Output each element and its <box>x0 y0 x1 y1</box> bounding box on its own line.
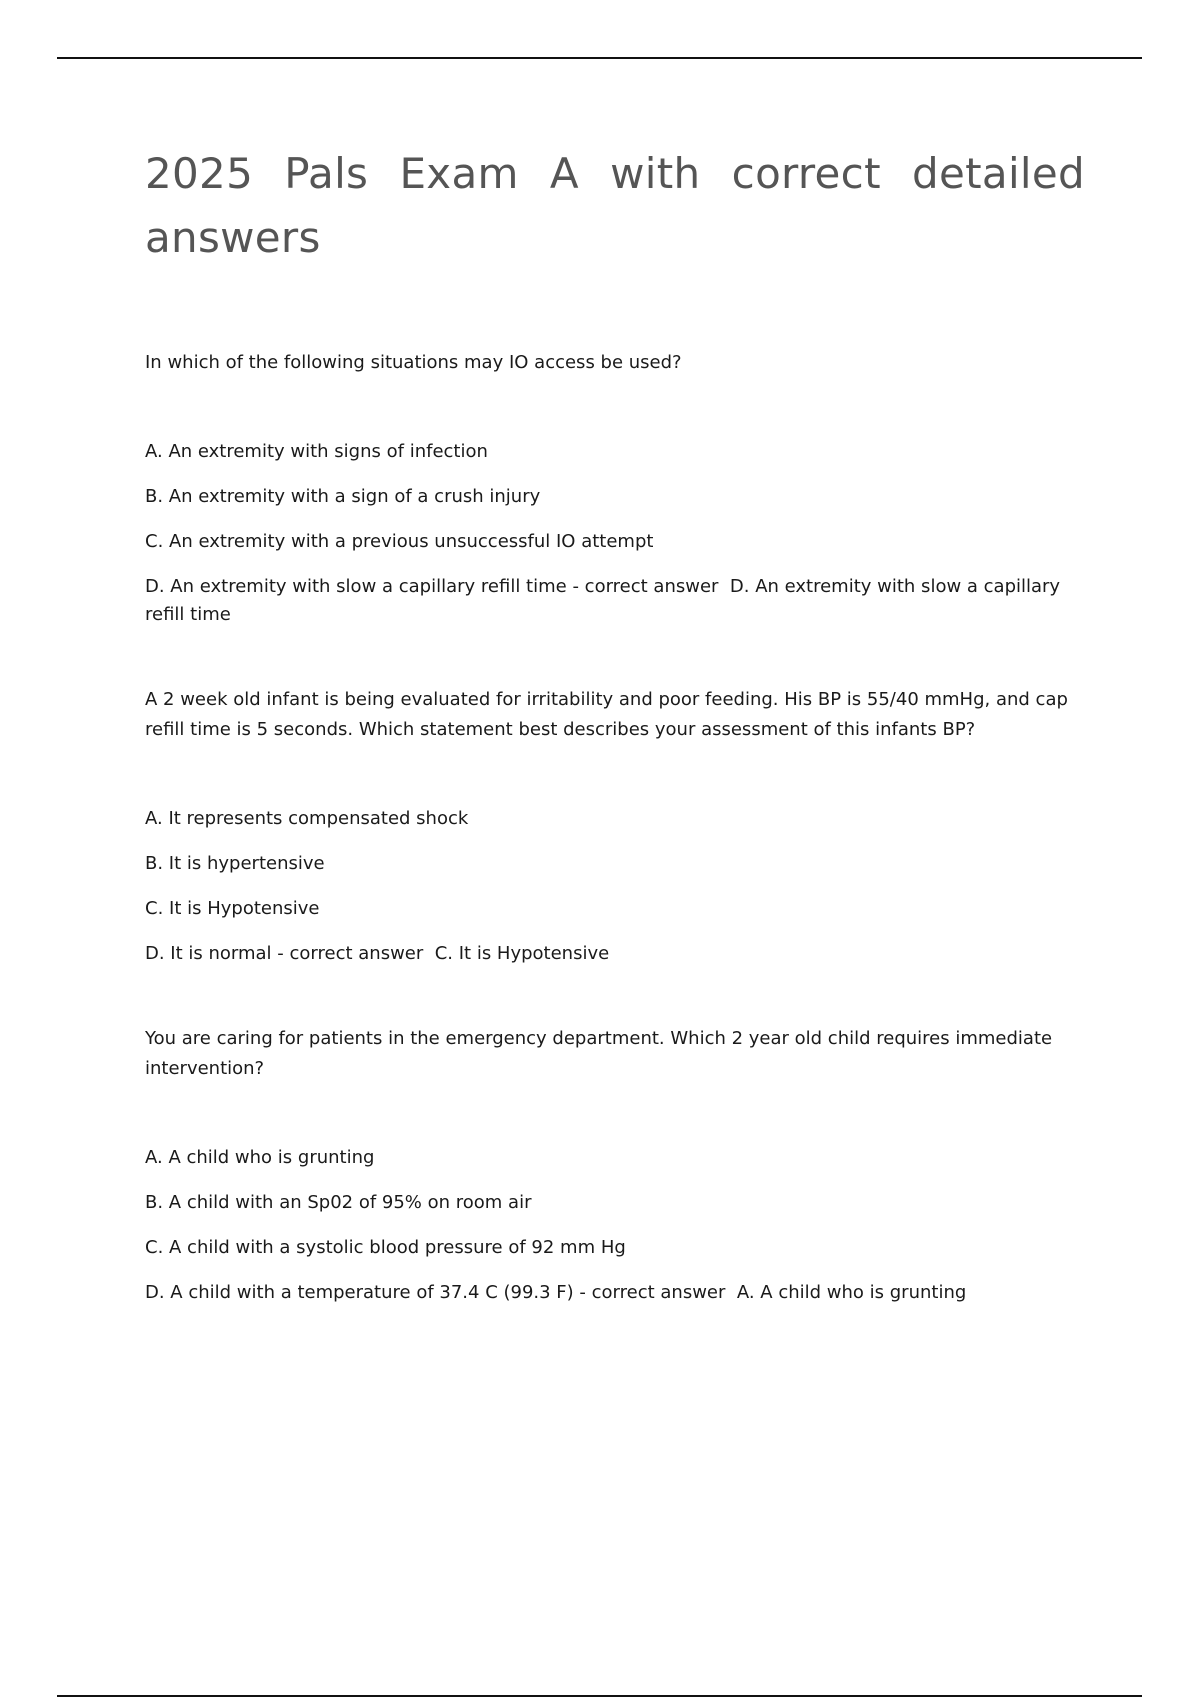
option-list <box>145 438 1085 629</box>
option-d-with-answer <box>145 1279 1085 1307</box>
question-text: A 2 week old infant is being evaluated for irritability and poor feeding. His BP is 55/40 mmHg, and cap refill time is 5 seconds. Which statement best describes your assessment of this infants BP? <box>145 689 1068 740</box>
option-c: C. An extremity with a previous unsuccessful IO attempt <box>145 531 654 552</box>
correct-answer: D. An extremity with slow a capillary refill time <box>145 576 1061 625</box>
option-b: B. An extremity with a sign of a crush injury <box>145 486 541 507</box>
option-b: B. A child with an Sp02 of 95% on room air <box>145 1192 532 1213</box>
question-1 <box>145 348 1085 629</box>
option-a: A. A child who is grunting <box>145 1147 375 1168</box>
option-c: C. A child with a systolic blood pressure of 92 mm Hg <box>145 1237 626 1258</box>
option-d-with-answer <box>145 940 1085 968</box>
option-list <box>145 1144 1085 1307</box>
option-d: D. It is normal <box>145 943 272 964</box>
page-title: 2025 Pals Exam A with correct detailed answers <box>145 149 1085 262</box>
top-rule <box>57 57 1142 59</box>
option-d-with-answer <box>145 573 1085 629</box>
correct-answer: C. It is Hypotensive <box>434 943 610 964</box>
option-a: A. An extremity with signs of infection <box>145 441 488 462</box>
option-list <box>145 805 1085 968</box>
option-b: B. It is hypertensive <box>145 853 325 874</box>
option-c: C. It is Hypotensive <box>145 898 320 919</box>
option-d: D. An extremity with slow a capillary refill time <box>145 576 567 597</box>
bottom-rule <box>57 1695 1142 1697</box>
correct-answer-marker: - correct answer <box>573 1282 737 1303</box>
correct-answer-marker: - correct answer <box>271 943 435 964</box>
question-2 <box>145 685 1085 968</box>
question-3 <box>145 1024 1085 1307</box>
option-a: A. It represents compensated shock <box>145 808 469 829</box>
option-d: D. A child with a temperature of 37.4 C (99.3 F) <box>145 1282 574 1303</box>
question-text: In which of the following situations may IO access be used? <box>145 352 682 373</box>
correct-answer: A. A child who is grunting <box>736 1282 967 1303</box>
question-text: You are caring for patients in the emergency department. Which 2 year old child requires immediate intervention? <box>145 1028 1053 1079</box>
correct-answer-marker: - correct answer <box>566 576 730 597</box>
document-body <box>145 142 1085 1307</box>
